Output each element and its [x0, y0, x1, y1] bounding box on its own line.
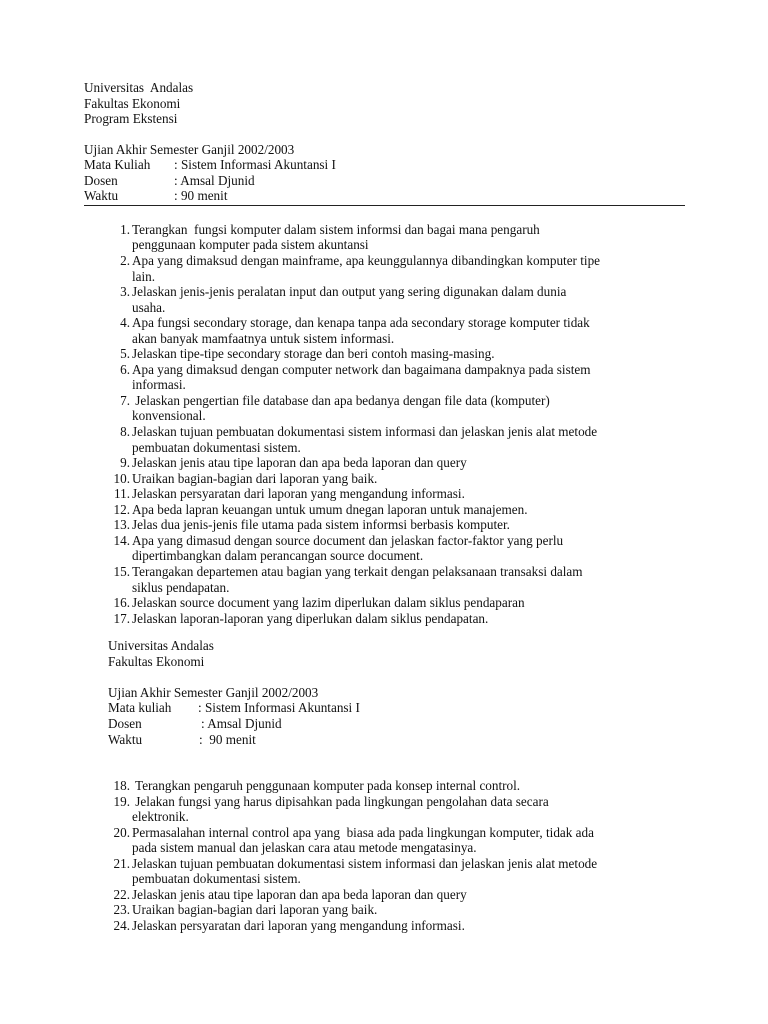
question-text-line: konvensional.	[132, 408, 206, 424]
lecturer-value: : Amsal Djunid	[174, 173, 255, 188]
question-number: 4.	[120, 315, 130, 331]
question-text	[132, 595, 687, 610]
question-number: 12.	[113, 501, 130, 517]
question-text	[132, 611, 687, 626]
question-text-line: Terangkan pengaruh penggunaan komputer pada konsep internal control.	[132, 778, 521, 793]
question-text-line: Uraikan bagian-bagian dari laporan yang baik.	[132, 902, 378, 918]
question-number: 24.	[113, 917, 130, 933]
course-label: Mata Kuliah	[84, 157, 151, 172]
question-number: 10.	[113, 470, 130, 486]
question-number: 8.	[120, 424, 130, 440]
question-text-line: pada sistem manual dan jelaskan cara atau metode mengatasinya.	[132, 840, 477, 856]
course-value: : Sistem Informasi Akuntansi I	[174, 157, 336, 172]
question-text	[132, 902, 687, 917]
question-text-line: Uraikan bagian-bagian dari laporan yang baik.	[132, 470, 378, 486]
question-text	[132, 887, 687, 902]
question-text	[132, 253, 687, 284]
question-number: 14.	[113, 533, 130, 548]
question-text	[132, 222, 687, 253]
program-name: Program Ekstensi	[84, 111, 178, 126]
question-number: 19.	[113, 793, 130, 809]
question-text-line: Jelaskan persyaratan dari laporan yang mengandung informasi.	[132, 486, 465, 502]
university-name-2: Universitas Andalas	[108, 638, 214, 653]
question-text	[132, 362, 687, 393]
course-label-2: Mata kuliah	[108, 700, 172, 715]
question-text-line: Jelaskan tujuan pembuatan dokumentasi sistem informasi dan jelaskan jenis alat metode	[132, 855, 598, 871]
question-text	[132, 284, 687, 315]
question-text-line: Jelaskan laporan-laporan yang diperlukan dalam siklus pendapatan.	[132, 610, 489, 626]
question-number: 2.	[120, 253, 130, 269]
lecturer-value-2: : Amsal Djunid	[201, 716, 282, 731]
question-text-line: Apa yang dimasud dengan source document dan jelaskan factor-faktor yang perlu	[132, 533, 564, 548]
question-text-line: dipertimbangkan dalam perancangan source document.	[132, 548, 424, 564]
question-text	[132, 346, 687, 361]
question-number: 23.	[113, 902, 130, 918]
question-number: 7.	[120, 393, 130, 409]
question-text-line: lain.	[132, 268, 156, 284]
question-number: 13.	[113, 517, 130, 533]
time-value-2: : 90 menit	[199, 732, 256, 747]
question-text	[132, 517, 687, 532]
time-label-2: Waktu	[108, 732, 143, 747]
question-number: 17.	[113, 610, 130, 626]
question-number: 21.	[113, 855, 130, 871]
course-value-2: : Sistem Informasi Akuntansi I	[198, 700, 360, 715]
question-number: 6.	[120, 361, 130, 377]
question-number: 3.	[120, 284, 130, 300]
question-text-line: Terangkan fungsi komputer dalam sistem informsi dan bagai mana pengaruh	[132, 222, 540, 237]
question-number: 22.	[113, 886, 130, 902]
exam-title: Ujian Akhir Semester Ganjil 2002/2003	[84, 142, 295, 157]
question-text-line: Jelaskan source document yang lazim diperlukan dalam siklus pendaparan	[132, 595, 525, 611]
question-text-line: usaha.	[132, 299, 166, 315]
question-text-line: Jelaskan jenis atau tipe laporan dan apa beda laporan dan query	[132, 455, 467, 471]
question-text-line: Jelaskan pengertian file database dan apa bedanya dengan file data (komputer)	[132, 393, 550, 409]
question-text-line: informasi.	[132, 377, 186, 393]
question-number: 18.	[113, 778, 130, 793]
question-number: 16.	[113, 595, 130, 611]
exam-title-2: Ujian Akhir Semester Ganjil 2002/2003	[108, 685, 319, 700]
question-text-line: Apa yang dimaksud dengan computer network dan bagaimana dampaknya pada sistem	[132, 361, 591, 377]
question-text	[132, 424, 687, 455]
university-name: Universitas Andalas	[84, 80, 194, 95]
question-text	[132, 393, 687, 424]
question-text	[132, 778, 687, 793]
faculty-name-2: Fakultas Ekonomi	[108, 654, 205, 669]
question-text-line: Jelakan fungsi yang harus dipisahkan pada lingkungan pengolahan data secara	[132, 793, 549, 809]
question-text	[132, 825, 687, 856]
question-number: 15.	[113, 564, 130, 580]
question-text-line: akan banyak mamfaatnya untuk sistem informasi.	[132, 330, 395, 346]
question-text-line: Jelas dua jenis-jenis file utama pada sistem informsi berbasis komputer.	[132, 517, 510, 533]
question-text-line: Permasalahan internal control apa yang biasa ada pada lingkungan komputer, tidak ada	[132, 824, 594, 840]
question-text-line: Jelaskan tipe-tipe secondary storage dan beri contoh masing-masing.	[132, 346, 495, 362]
question-text-line: Apa yang dimaksud dengan mainframe, apa keunggulannya dibandingkan komputer tipe	[132, 253, 601, 269]
question-text	[132, 315, 687, 346]
question-text-line: Apa fungsi secondary storage, dan kenapa tanpa ada secondary storage komputer tidak	[132, 315, 590, 331]
question-text	[132, 471, 687, 486]
question-text	[132, 533, 687, 564]
time-label: Waktu	[84, 188, 119, 203]
question-number: 9.	[120, 455, 130, 471]
question-text-line: elektronik.	[132, 808, 189, 824]
question-text-line: Jelaskan persyaratan dari laporan yang mengandung informasi.	[132, 917, 465, 933]
question-text-line: Jelaskan jenis atau tipe laporan dan apa beda laporan dan query	[132, 886, 467, 902]
question-text-line: Apa beda lapran keuangan untuk umum dnegan laporan untuk manajemen.	[132, 501, 528, 517]
question-text	[132, 486, 687, 501]
question-text-line: Jelaskan tujuan pembuatan dokumentasi sistem informasi dan jelaskan jenis alat metode	[132, 424, 598, 440]
lecturer-label-2: Dosen	[108, 716, 142, 731]
question-text-line: Terangakan departemen atau bagian yang terkait dengan pelaksanaan transaksi dalam	[132, 564, 583, 580]
question-number: 5.	[120, 346, 130, 362]
question-text-line: siklus pendapatan.	[132, 579, 230, 595]
question-text	[132, 918, 687, 933]
question-text-line: penggunaan komputer pada sistem akuntansi	[132, 237, 369, 253]
question-text-line: pembuatan dokumentasi sistem.	[132, 439, 301, 455]
question-text-line: Jelaskan jenis-jenis peralatan input dan output yang sering digunakan dalam dunia	[132, 284, 567, 300]
question-text	[132, 455, 687, 470]
question-number: 20.	[113, 824, 130, 840]
question-number: 11.	[114, 486, 130, 502]
question-text-line: pembuatan dokumentasi sistem.	[132, 871, 301, 887]
time-value: : 90 menit	[174, 188, 228, 203]
question-text	[132, 564, 687, 595]
question-text	[132, 502, 687, 517]
question-text	[132, 794, 687, 825]
question-text	[132, 856, 687, 887]
question-number: 1.	[120, 222, 130, 237]
header-divider	[84, 205, 685, 206]
lecturer-label: Dosen	[84, 173, 118, 188]
faculty-name: Fakultas Ekonomi	[84, 96, 181, 111]
